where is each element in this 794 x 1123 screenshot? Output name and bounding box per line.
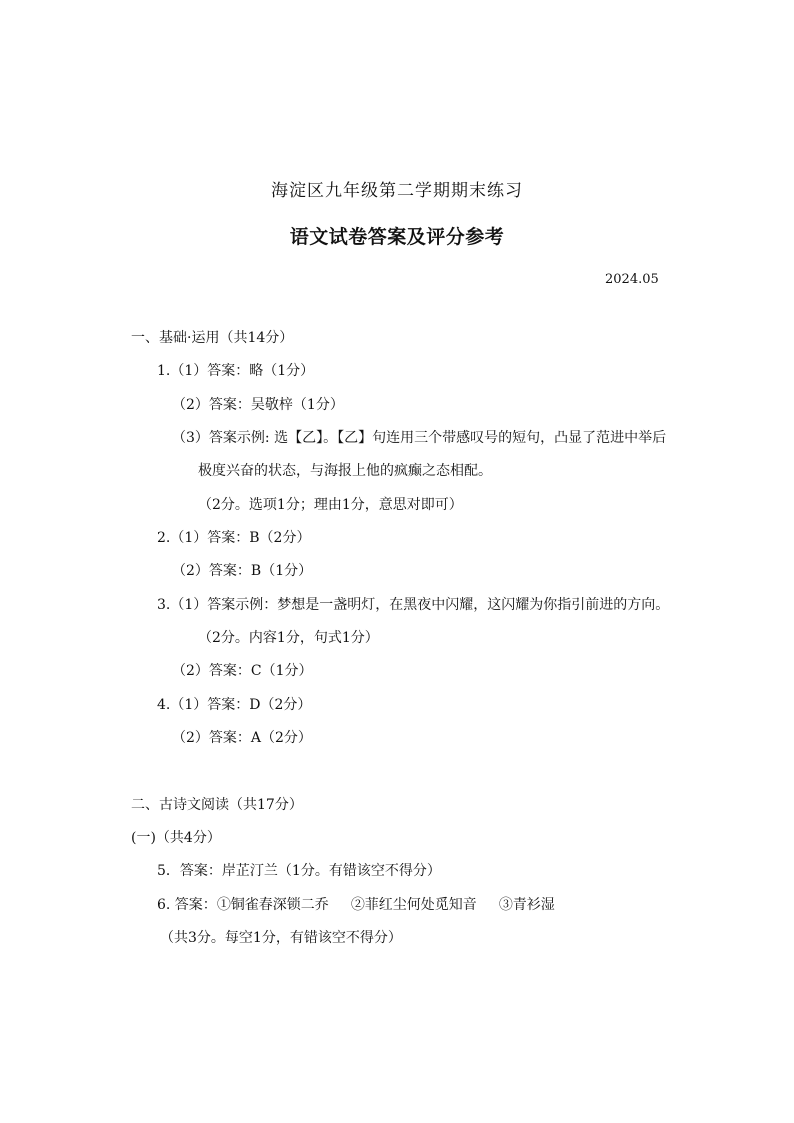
section2-heading: 二、古诗文阅读（共17分） [131, 797, 303, 813]
q6-answer-line [157, 896, 555, 914]
q2-2-answer: （2）答案：B（1分） [172, 563, 313, 579]
q2-1-answer: 2.（1）答案：B（2分） [157, 530, 311, 546]
section2-part1-heading: (一)（共4分） [131, 830, 221, 846]
q4-1-answer: 4.（1）答案：D（2分） [157, 697, 312, 713]
q3-1-scoring-note: （2分。内容1分，句式1分） [198, 630, 379, 646]
q3-2-answer: （2）答案：C（1分） [172, 663, 313, 679]
q6-answer-1: ①铜雀春深锁二乔 [216, 897, 329, 913]
section1-heading: 一、基础·运用（共14分） [131, 330, 294, 346]
q1-2-answer: （2）答案：吴敬梓（1分） [172, 397, 344, 413]
q6-answer-3: ③青衫湿 [498, 897, 555, 913]
q6-answer-prefix: 6. 答案： [157, 897, 217, 913]
q6-answer-2: ②菲红尘何处觅知音 [350, 897, 477, 913]
q1-3-answer-line1: （3）答案示例: 选【乙】。【乙】句连用三个带感叹号的短句，凸显了范进中举后 [172, 430, 667, 446]
document-title: 海淀区九年级第二学期期末练习 [271, 181, 523, 201]
document-date: 2024.05 [605, 272, 659, 287]
q3-1-answer: 3.（1）答案示例：梦想是一盏明灯，在黑夜中闪耀，这闪耀为你指引前进的方向。 [157, 597, 670, 613]
q6-scoring-note: （共3分。每空1分，有错该空不得分） [160, 930, 402, 946]
q1-3-scoring-note: （2分。选项1分；理由1分，意思对即可） [198, 497, 463, 513]
document-subtitle: 语文试卷答案及评分参考 [289, 226, 505, 248]
q1-3-answer-line2: 极度兴奋的状态，与海报上他的疯癫之态相配。 [198, 463, 492, 479]
q5-answer: 5．答案：岸芷汀兰（1分。有错该空不得分） [157, 863, 441, 879]
q4-2-answer: （2）答案：A（2分） [172, 730, 312, 746]
q1-1-answer: 1.（1）答案：略（1分） [157, 363, 315, 379]
